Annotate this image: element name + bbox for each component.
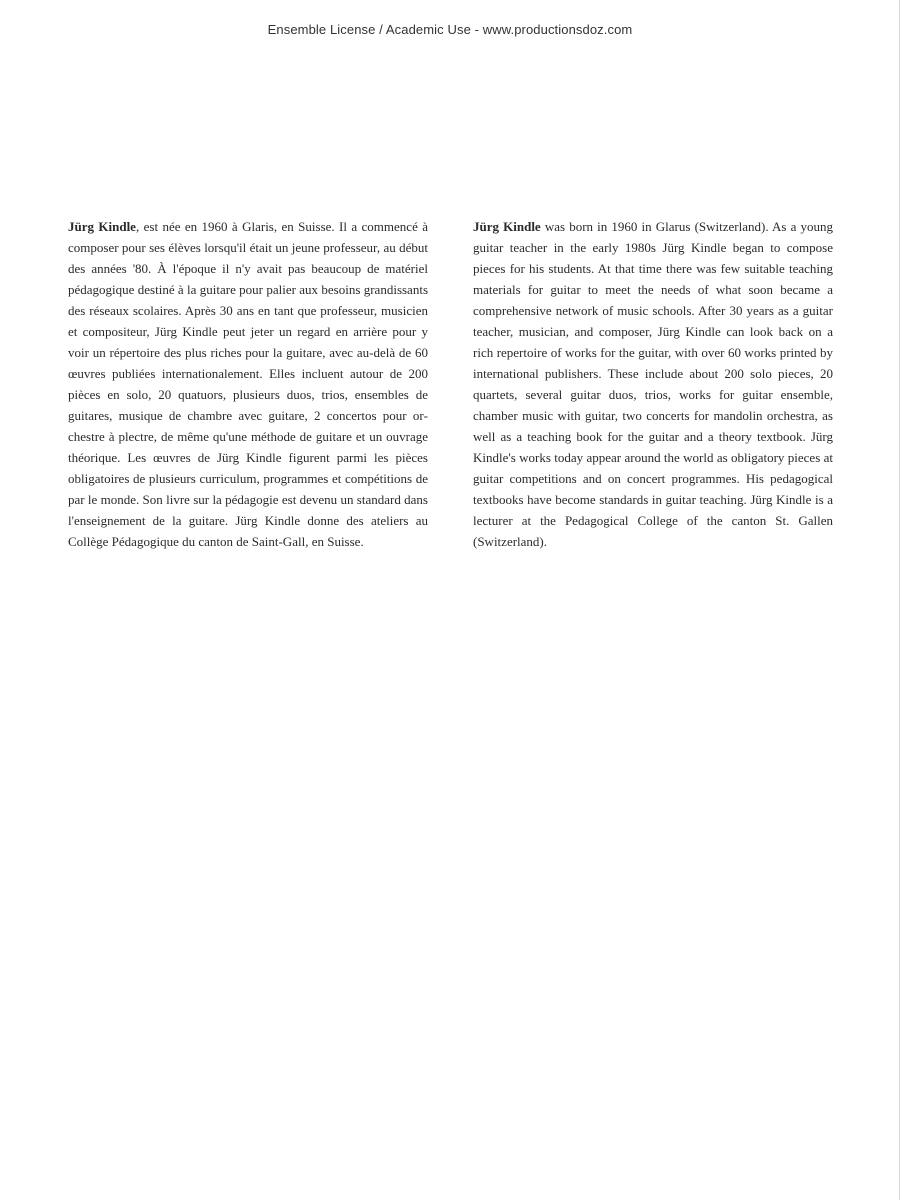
composer-name: Jürg Kindle	[68, 219, 136, 234]
biography-french-paragraph	[68, 216, 428, 552]
biography-english	[473, 216, 833, 552]
composer-name: Jürg Kindle	[473, 219, 541, 234]
license-header: Ensemble License / Academic Use - www.productionsdoz.com	[267, 22, 633, 37]
biography-english-text: was born in 1960 in Glarus (Switzerland). As a young guitar teacher in the early 1980s Jürg Kindle began to compose pieces for his students. At that time there was few suitable teaching materials for guitar to meet the needs of what soon became a comprehensive network of music schools. After 30 years as a guitar teacher, musician, and composer, Jürg Kindle can look back on a rich repertoire of works for the guitar, with over 60 works printed by international publishers. These include about 200 solo pieces, 20 quartets, several guitar duos, trios, works for guitar ensemble, chamber music with guitar, two concerts for mandolin orchestra, as well as a teaching book for the guitar and a theory textbook. Jürg Kindle's works today appear around the world as obligatory pieces at guitar competitions and on concert programmes. His pedagogical textbooks have become standards in guitar teaching. Jürg Kindle is a lecturer at the Pedagogical College of the canton St. Gallen (Switzerland).	[473, 219, 833, 549]
biography-english-paragraph	[473, 216, 833, 552]
biography-french	[68, 216, 428, 552]
biography-french-text: , est née en 1960 à Glaris, en Suisse. Il a commencé à composer pour ses élèves lorsqu'il était un jeune professeur, au début des années '80. À l'époque il n'y avait pas beaucoup de matériel pédagogique destiné à la guitare pour palier aux besoins grandissants des réseaux scolaires. Après 30 ans en tant que professeur, musicien et compositeur, Jürg Kindle peut jeter un regard en arrière pour y voir un répertoire des plus riches pour la guitare, avec au-delà de 60 œuvres publiées internationalement. Elles incluent autour de 200 pièces en solo, 20 quatuors, plusieurs duos, trios, ensembles de guitares, musique de chambre avec guitare, 2 concertos pour orchestre à plectre, de même qu'une méthode de guitare et un ouvrage théorique. Les œuvres de Jürg Kindle figurent parmi les pièces obligatoires de plusieurs curriculum, programmes et compétitions de par le monde. Son livre sur la pédagogie est devenu un standard dans l'enseignement de la guitare. Jürg Kindle donne des ateliers au Collège Pédagogique du canton de Saint-Gall, en Suisse.	[68, 219, 428, 549]
